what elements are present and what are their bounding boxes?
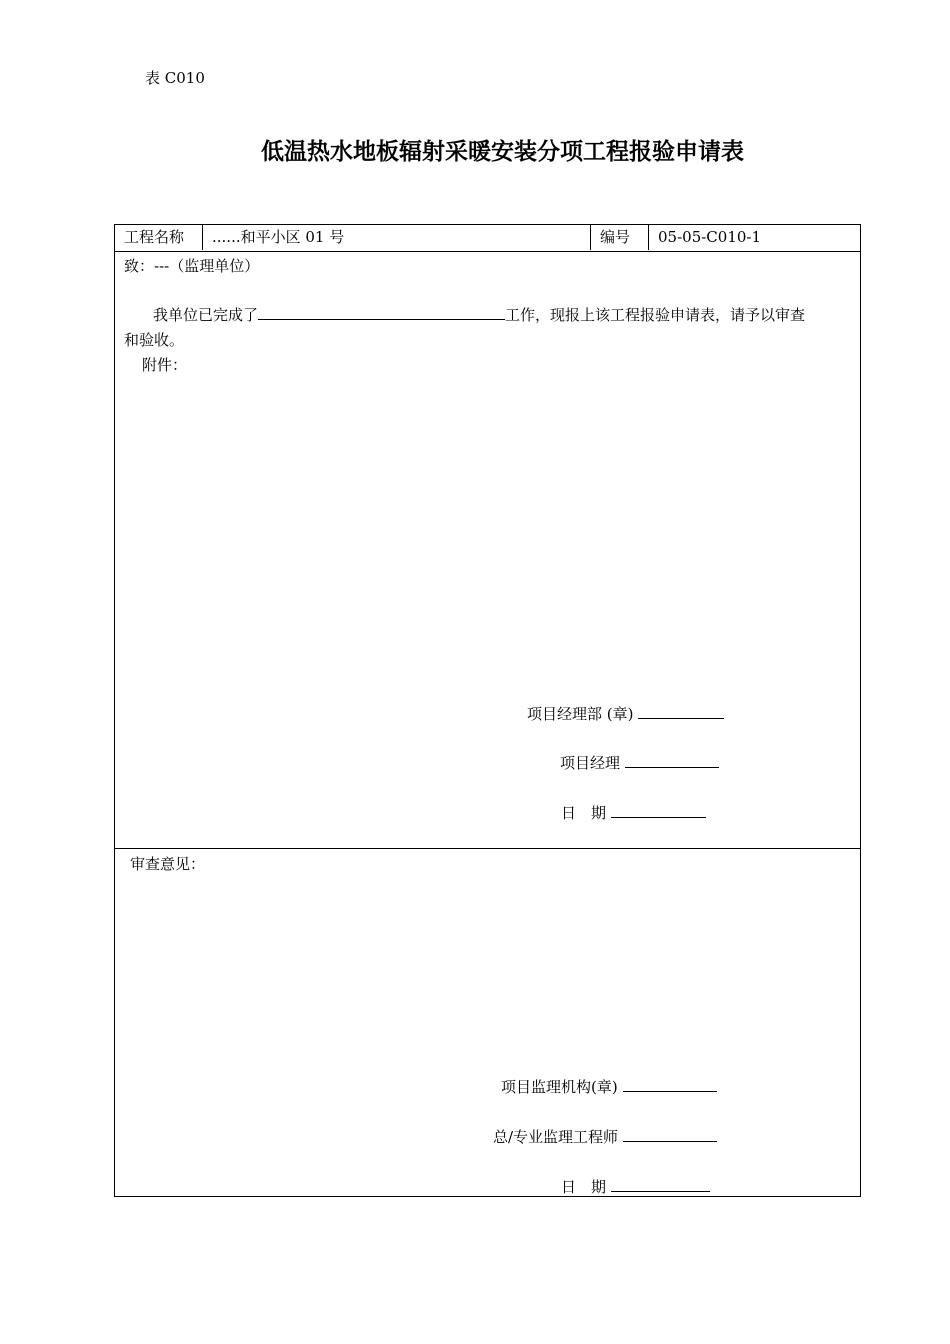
manager-row (560, 752, 719, 773)
attachment-label: 附件： (142, 356, 188, 374)
opinion-label: 审查意见： (130, 855, 206, 873)
body-after: 工作，现报上该工程报验申请表，请予以审查 (505, 306, 806, 324)
serial-value: 05-05-C010-1 (658, 228, 762, 246)
org-seal-row (501, 1076, 717, 1097)
project-name-label: 工程名称 (115, 225, 203, 250)
application-body (153, 304, 805, 325)
header-row (115, 225, 860, 252)
body-line2: 和验收。 (124, 331, 185, 349)
manager-blank[interactable] (625, 752, 719, 768)
dept-seal-blank[interactable] (638, 703, 724, 719)
manager-label: 项目经理 (560, 754, 621, 772)
project-name-value: ......和平小区 01 号 (203, 225, 591, 250)
org-seal-blank[interactable] (623, 1076, 717, 1092)
application-date-row (561, 802, 706, 823)
review-date-label: 日 期 (561, 1178, 607, 1196)
page-title: 低温热水地板辐射采暖安装分项工程报验申请表 (261, 139, 744, 165)
form-code: 表 C010 (145, 69, 205, 87)
org-seal-label: 项目监理机构(章) (501, 1078, 618, 1096)
engineer-label: 总/专业监理工程师 (493, 1128, 619, 1146)
application-form (114, 224, 861, 1197)
to-line: 致：---（监理单位） (124, 257, 260, 275)
review-date-blank[interactable] (611, 1176, 710, 1192)
body-before: 我单位已完成了 (153, 306, 259, 324)
dept-seal-row (527, 703, 724, 724)
application-date-label: 日 期 (561, 804, 607, 822)
engineer-row (493, 1126, 717, 1147)
dept-seal-label: 项目经理部 (章) (527, 705, 634, 723)
section-divider (115, 848, 860, 849)
serial-label: 编号 (591, 225, 649, 250)
review-date-row (561, 1176, 710, 1197)
application-date-blank[interactable] (611, 802, 706, 818)
work-item-blank[interactable] (258, 304, 505, 320)
engineer-blank[interactable] (623, 1126, 717, 1142)
